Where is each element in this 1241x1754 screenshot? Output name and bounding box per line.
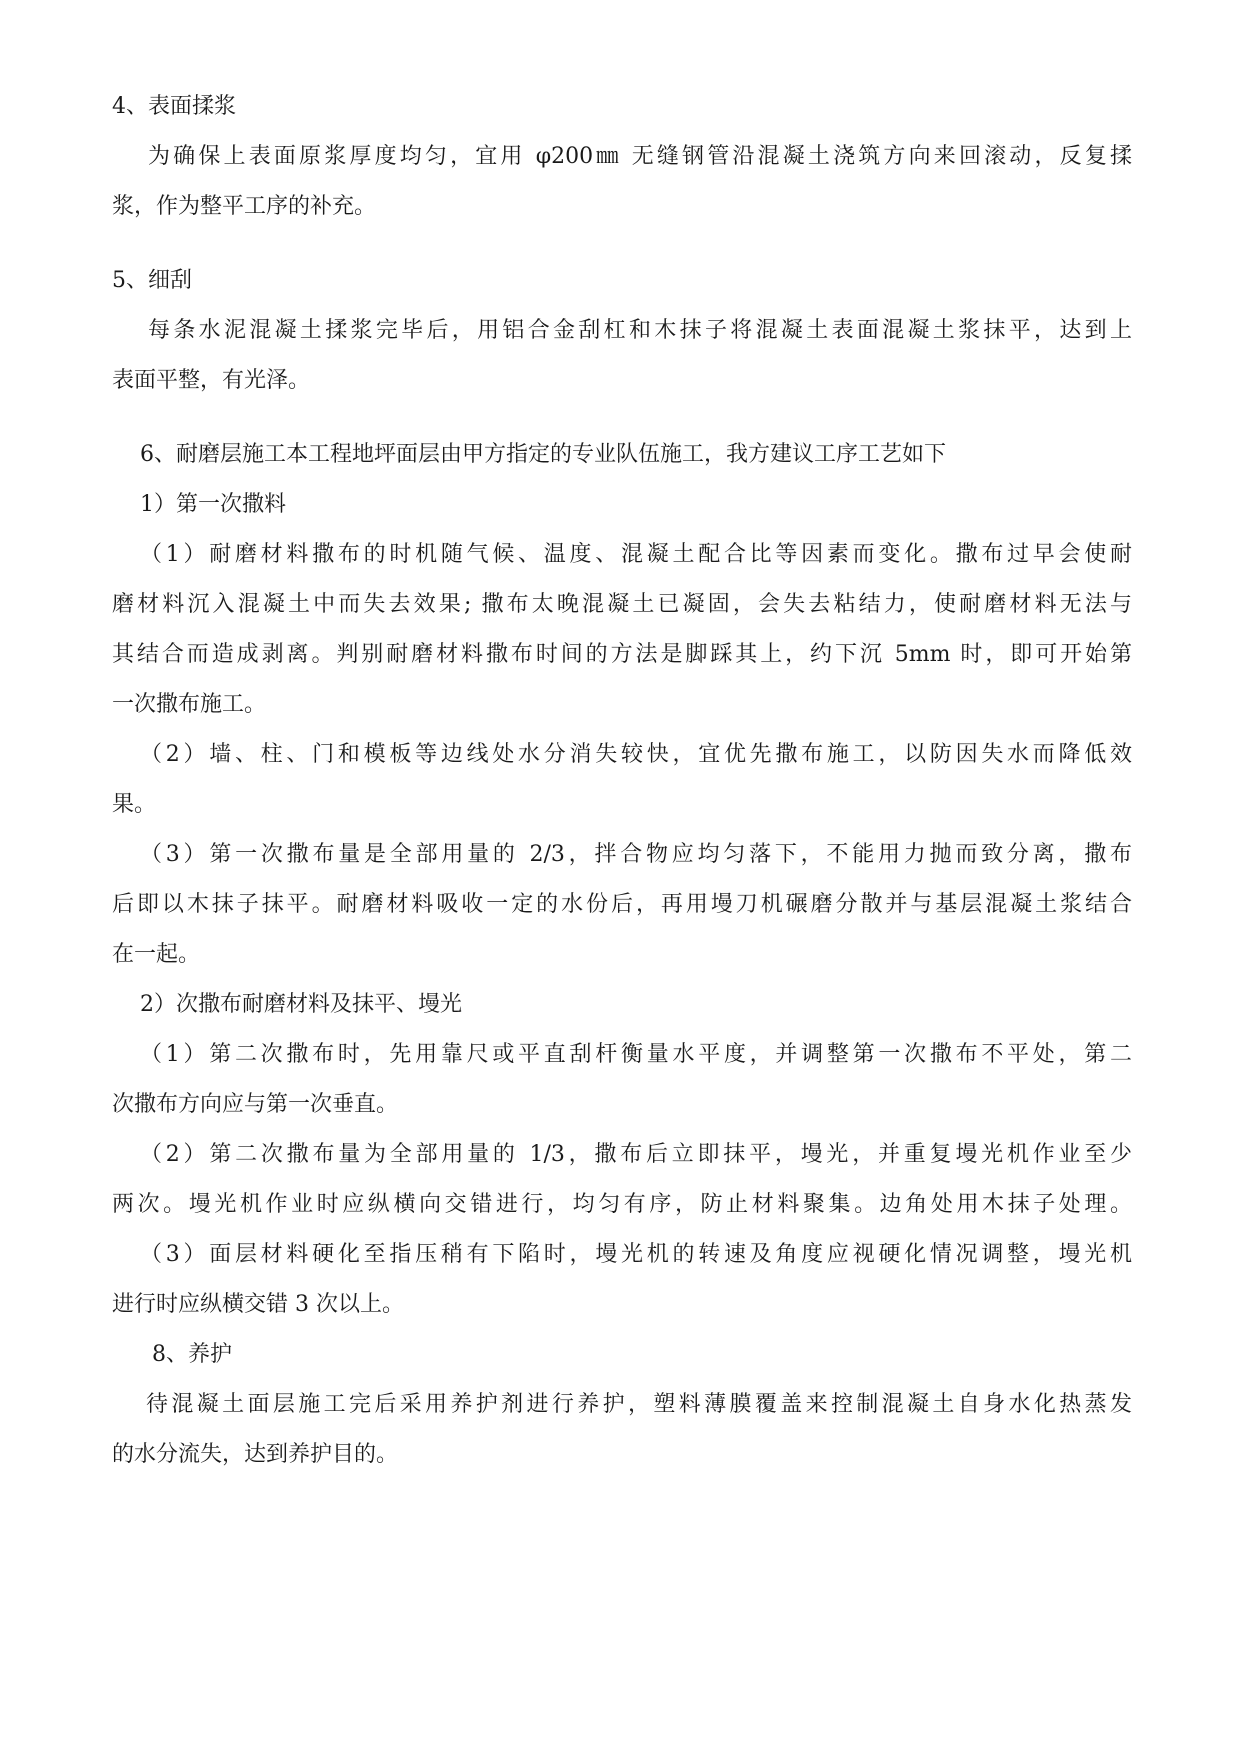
subsection-heading-2: 2）次撒布耐磨材料及抹平、墁光	[140, 992, 462, 1017]
paragraph-line: 每条水泥混凝土揉浆完毕后，用铝合金刮杠和木抹子将混凝土表面混凝土浆抹平，达到上	[148, 318, 1132, 343]
subsection-heading-1: 1）第一次撒料	[140, 492, 286, 517]
list-item-line: 后即以木抹子抹平。耐磨材料吸收一定的水份后，再用墁刀机碾磨分散并与基层混凝土浆结合	[112, 892, 1132, 917]
list-item-line: （3）第一次撒布量是全部用量的 2/3，拌合物应均匀落下，不能用力抛而致分离，撒布	[140, 842, 1132, 867]
list-item-line: （3）面层材料硬化至指压稍有下陷时，墁光机的转速及角度应视硬化情况调整，墁光机	[140, 1242, 1132, 1267]
list-item-line: 两次。墁光机作业时应纵横向交错进行，均匀有序，防止材料聚集。边角处用木抹子处理。	[112, 1192, 1132, 1217]
list-item-line: 在一起。	[112, 942, 201, 967]
list-item-line: （2）墙、柱、门和模板等边线处水分消失较快，宜优先撒布施工，以防因失水而降低效	[140, 742, 1132, 767]
list-item-line: 其结合而造成剥离。判别耐磨材料撒布时间的方法是脚踩其上，约下沉 5mm 时，即可开始第	[112, 642, 1132, 667]
list-item-line: 果。	[112, 792, 157, 817]
list-item-line: 进行时应纵横交错 3 次以上。	[112, 1292, 404, 1317]
list-item-line: （1）耐磨材料撒布的时机随气候、温度、混凝土配合比等因素而变化。撒布过早会使耐	[140, 542, 1132, 567]
paragraph-line: 的水分流失，达到养护目的。	[112, 1442, 399, 1467]
paragraph-line: 为确保上表面原浆厚度均匀，宜用 φ200㎜ 无缝钢管沿混凝土浇筑方向来回滚动，反复揉	[148, 144, 1132, 169]
list-item-line: （2）第二次撒布量为全部用量的 1/3，撒布后立即抹平，墁光，并重复墁光机作业至少	[140, 1142, 1132, 1167]
section-heading-6: 6、耐磨层施工本工程地坪面层由甲方指定的专业队伍施工，我方建议工序工艺如下	[140, 442, 946, 467]
list-item-line: 一次撒布施工。	[112, 692, 267, 717]
list-item-line: 次撒布方向应与第一次垂直。	[112, 1092, 399, 1117]
section-heading-8: 8、养护	[152, 1342, 232, 1367]
paragraph-line: 表面平整，有光泽。	[112, 368, 311, 393]
list-item-line: 磨材料沉入混凝土中而失去效果; 撒布太晚混凝土已凝固，会失去粘结力，使耐磨材料无法与	[112, 592, 1132, 617]
paragraph-line: 浆，作为整平工序的补充。	[112, 194, 377, 219]
section-heading-5: 5、细刮	[112, 268, 192, 293]
paragraph-line: 待混凝土面层施工完后采用养护剂进行养护，塑料薄膜覆盖来控制混凝土自身水化热蒸发	[146, 1392, 1132, 1417]
section-heading-4: 4、表面揉浆	[112, 94, 236, 119]
list-item-line: （1）第二次撒布时，先用靠尺或平直刮杆衡量水平度，并调整第一次撒布不平处，第二	[140, 1042, 1132, 1067]
